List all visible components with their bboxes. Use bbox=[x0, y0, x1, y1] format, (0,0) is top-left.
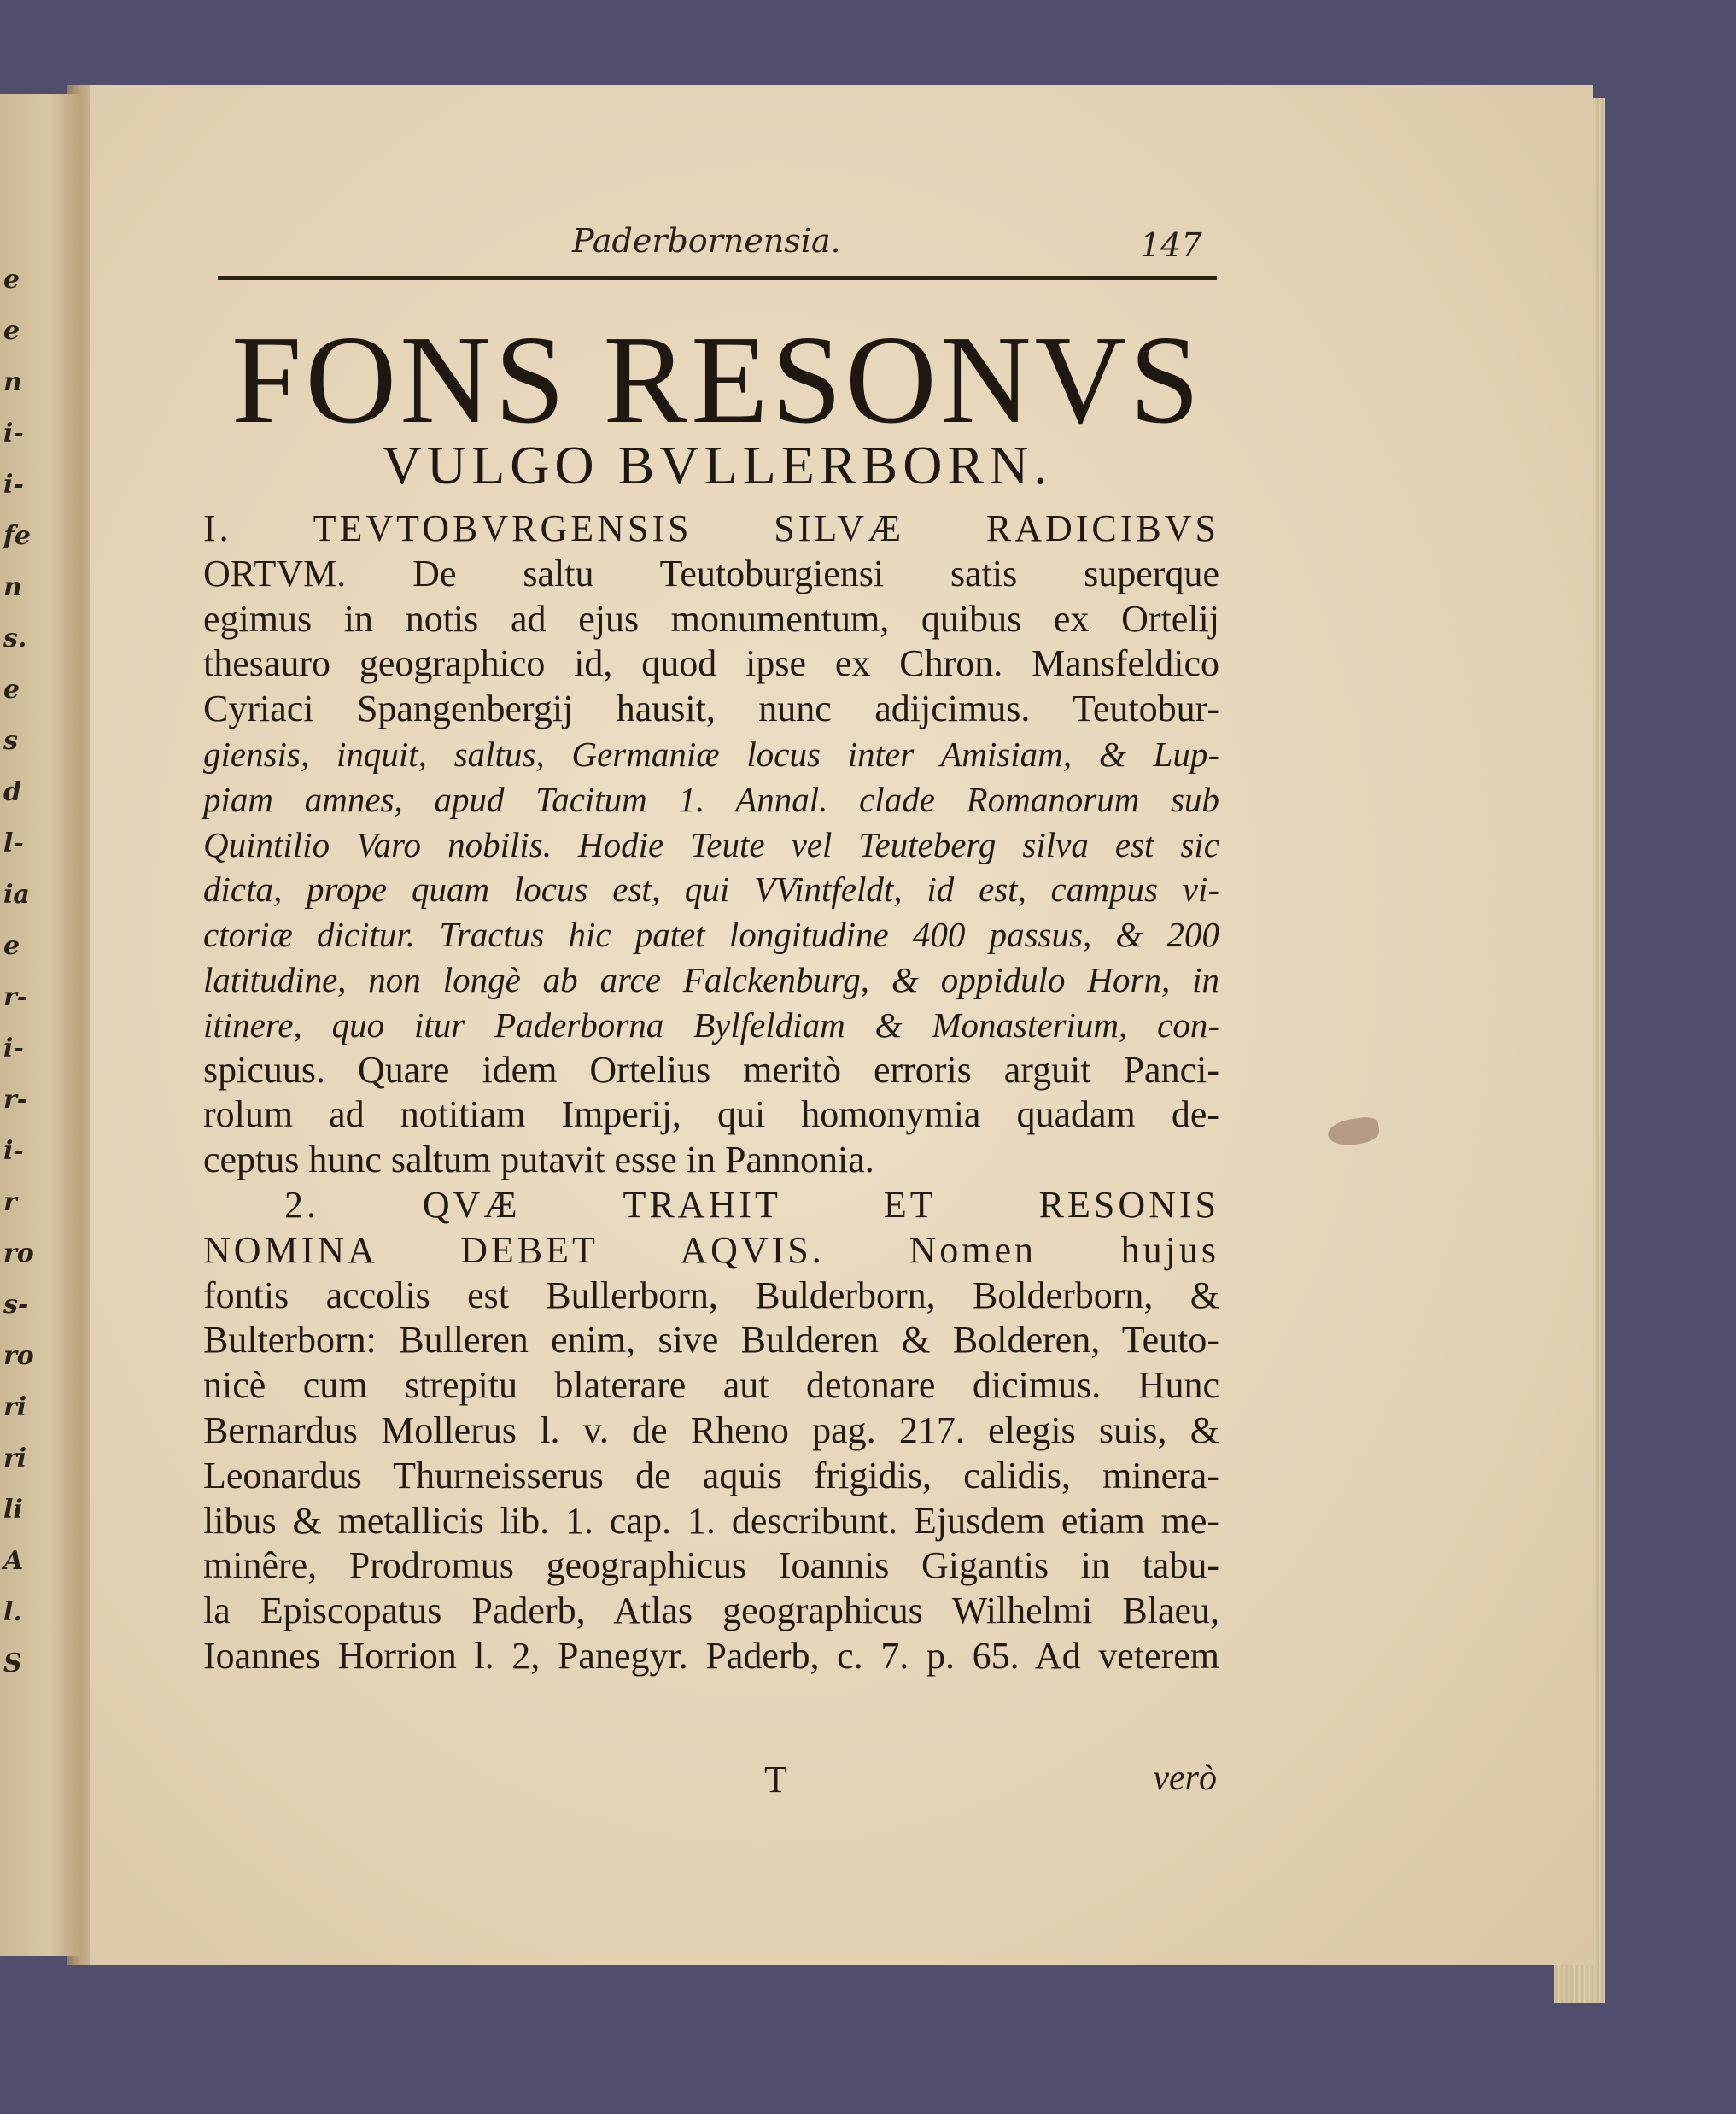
text-line: la Episcopatus Paderb, Atlas geographicus Wilhelmi Blaeu, bbox=[203, 1590, 1219, 1632]
text-line: libus & metallicis lib. 1. cap. 1. describunt. Ejusdem etiam me- bbox=[203, 1499, 1219, 1542]
text-line: fontis accolis est Bullerborn, Bulderborn, Bolderborn, & bbox=[203, 1274, 1219, 1316]
left-page-fragment: i- bbox=[3, 1136, 24, 1166]
left-page-fragment: n bbox=[3, 367, 22, 397]
left-page-fragment: ro bbox=[3, 1239, 34, 1268]
text-line: minêre, Prodromus geographicus Ioannis Gigantis in tabu- bbox=[203, 1544, 1219, 1587]
text-line: ceptus hunc saltum putavit esse in Pannonia. bbox=[203, 1139, 874, 1181]
signature-mark: T bbox=[764, 1759, 787, 1801]
left-page-fragment: fe bbox=[3, 521, 31, 551]
text-line: spicuus. Quare idem Ortelius meritò erroris arguit Panci- bbox=[203, 1048, 1219, 1091]
page-title: FONS RESONVS bbox=[231, 310, 1203, 450]
text-line: ctoriæ dicitur. Tractus hic patet longitudine 400 passus, & 200 bbox=[203, 915, 1219, 955]
catchword: verò bbox=[1153, 1759, 1217, 1798]
left-page-fragment: e bbox=[3, 675, 20, 705]
text-line: Bulterborn: Bulleren enim, sive Bulderen & Bolderen, Teuto- bbox=[203, 1319, 1219, 1362]
left-page-fragment: ri bbox=[3, 1443, 27, 1473]
left-page-fragment: l. bbox=[3, 1597, 22, 1627]
text-line: rolum ad notitiam Imperij, qui homonymia quadam de- bbox=[203, 1093, 1219, 1136]
left-page-fragment: l- bbox=[3, 829, 24, 858]
left-page-fragment: s bbox=[3, 726, 18, 756]
left-page-fragment: d bbox=[3, 777, 21, 807]
left-page-fragment: s- bbox=[3, 1290, 29, 1320]
text-line: dicta, prope quam locus est, qui VVintfeldt, id est, campus vi- bbox=[203, 870, 1219, 910]
text-line: Leonardus Thurneisserus de aquis frigidis, calidis, minera- bbox=[203, 1454, 1219, 1496]
text-line: Bernardus Mollerus l. v. de Rheno pag. 217. elegis suis, & bbox=[203, 1408, 1219, 1451]
running-head: Paderbornensia. bbox=[572, 222, 841, 260]
text-line: thesauro geographico id, quod ipse ex Chron. Mansfeldico bbox=[203, 642, 1219, 685]
text-line: giensis, inquit, saltus, Germaniæ locus inter Amisiam, & Lup- bbox=[203, 734, 1219, 774]
text-line: NOMINA DEBET AQVIS. Nomen hujus bbox=[203, 1228, 1219, 1271]
text-line: piam amnes, apud Tacitum 1. Annal. clade Romanorum sub bbox=[203, 779, 1219, 819]
page-header bbox=[218, 218, 1217, 286]
page-number: 147 bbox=[1140, 226, 1202, 264]
text-line: egimus in notis ad ejus monumentum, quibus ex Ortelij bbox=[203, 597, 1219, 640]
left-page-fragment: e bbox=[3, 316, 20, 346]
body-text bbox=[203, 507, 1219, 1679]
left-page-edge bbox=[0, 94, 81, 1956]
left-page-fragment: ro bbox=[3, 1341, 34, 1371]
page-subtitle: VULGO BVLLERBORN. bbox=[382, 435, 1053, 495]
left-page-fragment: li bbox=[3, 1495, 23, 1525]
left-page-fragment: i- bbox=[3, 419, 24, 448]
left-page-fragment: s. bbox=[3, 624, 27, 653]
text-line: latitudine, non longè ab arce Falckenburg, & oppidulo Horn, in bbox=[203, 959, 1219, 999]
left-page-fragment: A bbox=[3, 1546, 24, 1576]
left-page-fragment: i- bbox=[3, 470, 24, 500]
left-page-fragment: e bbox=[3, 931, 20, 961]
text-line: Quintilio Varo nobilis. Hodie Teute vel Teuteberg silva est sic bbox=[203, 824, 1219, 864]
text-line: Ioannes Horrion l. 2, Panegyr. Paderb, c. 7. p. 65. Ad veterem bbox=[203, 1634, 1219, 1677]
header-rule bbox=[218, 276, 1217, 280]
text-line: 2. QVÆ TRAHIT ET RESONIS bbox=[284, 1183, 1219, 1226]
left-page-fragment: e bbox=[3, 265, 20, 295]
text-line: nicè cum strepitu blaterare aut detonare dicimus. Hunc bbox=[203, 1364, 1219, 1407]
left-page-fragment: r- bbox=[3, 1085, 28, 1115]
left-page-fragment: n bbox=[3, 572, 22, 602]
left-page-fragment: r- bbox=[3, 982, 28, 1012]
text-line: ORTVM. De saltu Teutoburgiensi satis superque bbox=[203, 552, 1219, 594]
left-page-fragment: ri bbox=[3, 1392, 27, 1422]
text-line: Cyriaci Spangenbergij hausit, nunc adijcimus. Teutobur- bbox=[203, 688, 1219, 730]
left-page-fragment: S bbox=[3, 1648, 22, 1678]
text-line: I. TEVTOBVRGENSIS SILVÆ RADICIBVS bbox=[203, 507, 1219, 549]
catchword-row bbox=[218, 1758, 1217, 1801]
left-page-fragment: r bbox=[3, 1187, 17, 1217]
text-line: itinere, quo itur Paderborna Bylfeldiam & Monasterium, con- bbox=[203, 1004, 1219, 1045]
left-page-fragment: ia bbox=[3, 880, 30, 910]
left-page-fragment: i- bbox=[3, 1034, 24, 1063]
